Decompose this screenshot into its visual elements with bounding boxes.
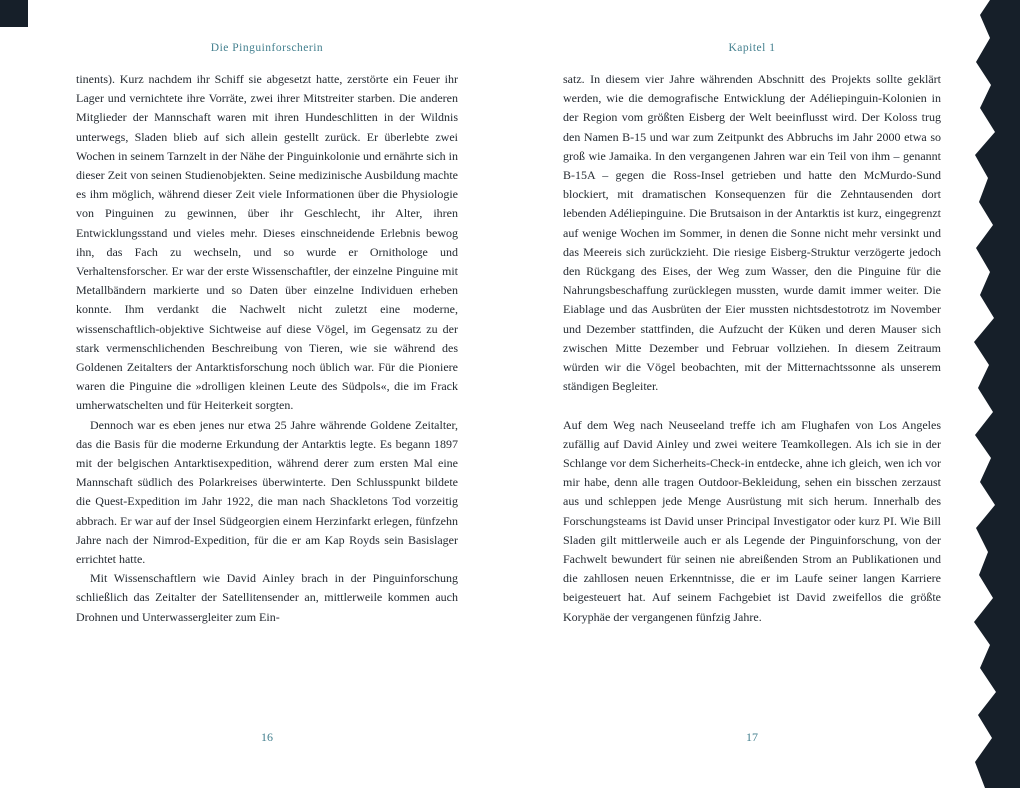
left-page-text [76, 70, 458, 627]
left-page-number: 16 [261, 730, 273, 744]
right-running-header: Kapitel 1 [728, 42, 776, 54]
right-page [563, 0, 941, 788]
left-page [76, 0, 458, 788]
paragraph: Dennoch war es eben jenes nur etwa 25 Jahre währende Goldene Zeitalter, das die Basis für die moderne Erkundung der Antarktis legte. Es begann 1897 mit der belgischen Antarktisexpedition, während derer zum ersten Mal eine Mannschaft südlich des Polarkreises überwinterte. Den Schlusspunkt bildete die Quest-Expedition im Jahr 1922, die man nach Shackletons Tod vorzeitig abbrach. Er war auf der Insel Südgeorgien einem Herzinfarkt erlegen, fünfzehn Jahre nach der Nimrod-Expedition, für die er am Kap Royds sein Basislager errichtet hatte. [76, 417, 458, 567]
paragraph: Mit Wissenschaftlern wie David Ainley brach in der Pinguinforschung schließlich das Zeitalter der Satellitensender an, mittlerweile kommen auch Drohnen und Unterwassergleiter zum Ein- [76, 571, 458, 624]
right-page-text [563, 70, 941, 627]
paragraph: Auf dem Weg nach Neuseeland treffe ich am Flughafen von Los Angeles zufällig auf David Ainley und zwei weitere Teamkollegen. Als ich sie in der Schlange vor dem Sicherheits-Check-in entdecke, ahne ich gleich, wen ich vor mir habe, denn alle tragen Outdoor-Bekleidung, sehen ein bisschen zerzaust aus und schleppen jede Menge Ausrüstung mit sich herum. Innerhalb des Forschungsteams ist David unser Principal Investigator oder kurz PI. Wie Bill Sladen gilt mittlerweile auch er als Legende der Pinguinforschung, von der Fachwelt bewundert für seinen nie abreißenden Strom an Publikationen und die zahllosen neuen Erkenntnisse, die er im Laufe seiner langen Karriere beigesteuert hat. Auf seinem Fachgebiet ist David zweifellos die größte Koryphäe der vergangenen fünfzig Jahre. [563, 417, 941, 624]
background-corner-mark [0, 0, 28, 27]
right-page-number: 17 [746, 730, 758, 744]
page-edge-background [930, 0, 1020, 788]
paragraph: tinents). Kurz nachdem ihr Schiff sie abgesetzt hatte, zerstörte ein Feuer ihr Lager und vernichtete ihre Vorräte, zwei ihrer Mitstreiter starben. Die anderen Mitglieder der Mannschaft waren mit ihren Hundeschlitten in der Wildnis unterwegs, Sladen blieb auf sich allein gestellt zurück. Er überlebte zwei Wochen in seinem Tarnzelt in der Nähe der Pinguinkolonie und ernährte sich in dieser Zeit von seinen Studienobjekten. Seine medizinische Ausbildung machte es ihm möglich, während dieser Zeit viele Informationen über die Physiologie von Pinguinen zu gewinnen, über ihr Geschlecht, ihr Alter, ihren Entwicklungsstand und vieles mehr. Dieses einschneidende Erlebnis bewog ihn, das Fach zu wechseln, und so wurde er Ornithologe und Verhaltensforscher. Er war der erste Wissenschaftler, der einzelne Pinguine mit Metallbändern markierte und so Daten über einzelne Individuen erheben konnte. Ihm verdankt die Nachwelt nicht zuletzt eine moderne, wissenschaftlich-objektive Sichtweise auf diese Vögel, im Gegensatz zu der stark vermenschlichenden Beschreibung von Tieren, wie sie während des Goldenen Zeitalters der Antarktisforschung noch üblich war. Für die Pioniere waren die Pinguine die »drolligen kleinen Leute des Südpols«, die im Frack umherwatschelten und für Heiterkeit sorgten. [76, 72, 458, 413]
left-running-header: Die Pinguinforscherin [210, 42, 324, 54]
paragraph: satz. In diesem vier Jahre währenden Abschnitt des Projekts sollte geklärt werden, wie die demografische Entwicklung der Adéliepinguin-Kolonien in der Region vom größten Eisberg der Welt beeinflusst wird. Der Koloss trug den Namen B-15 und war zum Zeitpunkt des Abbruchs im Jahr 2000 etwa so groß wie Jamaika. In den vergangenen Jahren war ein Teil von ihm – genannt B-15A – gegen die Ross-Insel getrieben und hatte den McMurdo-Sund blockiert, mit dramatischen Konsequenzen für die Zehntausenden dort lebenden Adéliepinguine. Die Brutsaison in der Antarktis ist kurz, eingegrenzt auf wenige Wochen im Sommer, in denen die Sonne nicht mehr versinkt und das Meereis sich zurückzieht. Die riesige Eisberg-Struktur verzögerte jedoch den Rückgang des Eises, der Weg zum Wasser, den die Pinguine für die Nahrungsbeschaffung zurücklegen mussten, wurde damit immer weiter. Die Eiablage und das Ausbrüten der Eier mussten nichtsdestotrotz im November und Dezember stattfinden, die Aufzucht der Küken und deren Mauser sich zwischen Mitte Dezember und Februar vollziehen. In diesem Zeitraum würden wir die Vögel beobachten, mit der Mitternachtssonne als unserem ständigen Begleiter. [563, 72, 941, 394]
